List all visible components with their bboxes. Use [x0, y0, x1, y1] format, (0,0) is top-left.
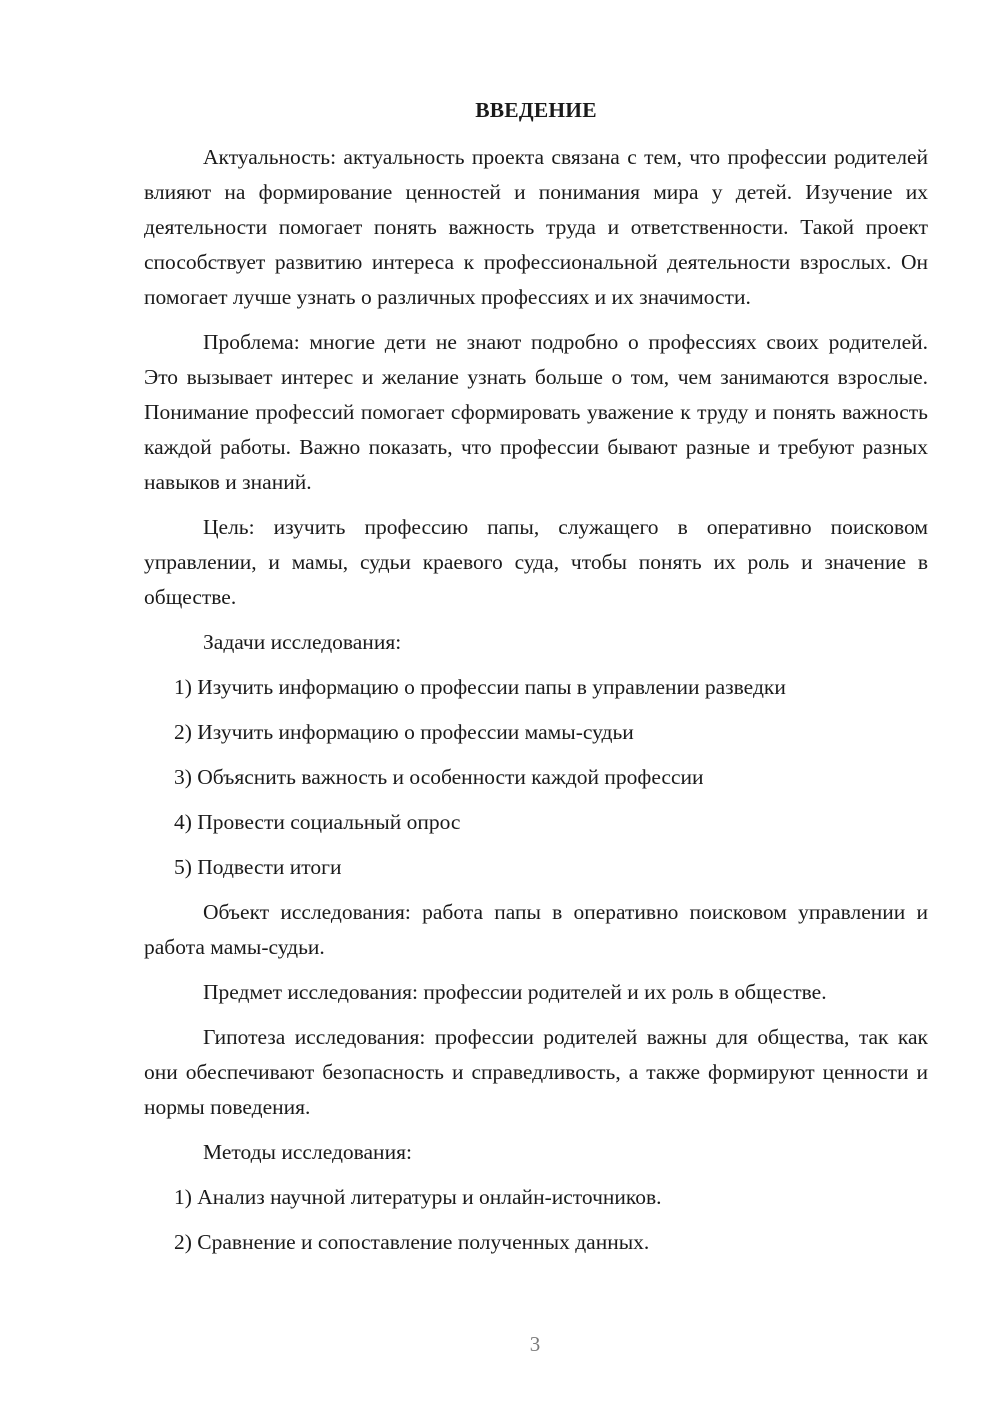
goal-paragraph: Цель: изучить профессию папы, служащего в оперативно поисковом управлении, и мамы, судьи краевого суда, чтобы понять их роль и значение в обществе. — [144, 515, 928, 609]
object-paragraph: Объект исследования: работа папы в оперативно поисковом управлении и работа мамы-судьи. — [144, 900, 928, 959]
document-page — [144, 96, 928, 1270]
subject-paragraph: Предмет исследования: профессии родителей и их роль в обществе. — [203, 980, 827, 1004]
methods-list — [144, 1180, 928, 1260]
problem-paragraph: Проблема: многие дети не знают подробно о профессиях своих родителей. Это вызывает интерес и желание узнать больше о том, чем занимаются взрослые. Понимание профессий помогает сформировать уважение к труду и понять важность каждой работы. Важно показать, что профессии бывают разные и требуют разных навыков и знаний. — [144, 330, 928, 494]
list-item: 2) Изучить информацию о профессии мамы-судьи — [174, 720, 634, 744]
hypothesis-paragraph: Гипотеза исследования: профессии родителей важны для общества, так как они обеспечивают безопасность и справедливость, а также формируют ценности и нормы поведения. — [144, 1025, 928, 1119]
list-item: 3) Объяснить важность и особенности каждой профессии — [174, 765, 704, 789]
page-number: 3 — [529, 1332, 541, 1356]
tasks-heading: Задачи исследования: — [203, 630, 402, 654]
list-item: 2) Сравнение и сопоставление полученных данных. — [174, 1230, 650, 1254]
methods-heading: Методы исследования: — [203, 1140, 412, 1164]
list-item: 1) Анализ научной литературы и онлайн-источников. — [174, 1185, 662, 1209]
list-item: 1) Изучить информацию о профессии папы в управлении разведки — [174, 675, 786, 699]
page-title: ВВЕДЕНИЕ — [475, 98, 597, 122]
list-item: 5) Подвести итоги — [174, 855, 342, 879]
relevance-paragraph: Актуальность: актуальность проекта связана с тем, что профессии родителей влияют на формирование ценностей и понимания мира у детей. Изучение их деятельности помогает понять важность труда и ответственности. Такой проект способствует развитию интереса к профессиональной деятельности взрослых. Он помогает лучше узнать о различных профессиях и их значимости. — [144, 145, 928, 309]
list-item: 4) Провести социальный опрос — [174, 810, 461, 834]
tasks-list — [144, 670, 928, 885]
